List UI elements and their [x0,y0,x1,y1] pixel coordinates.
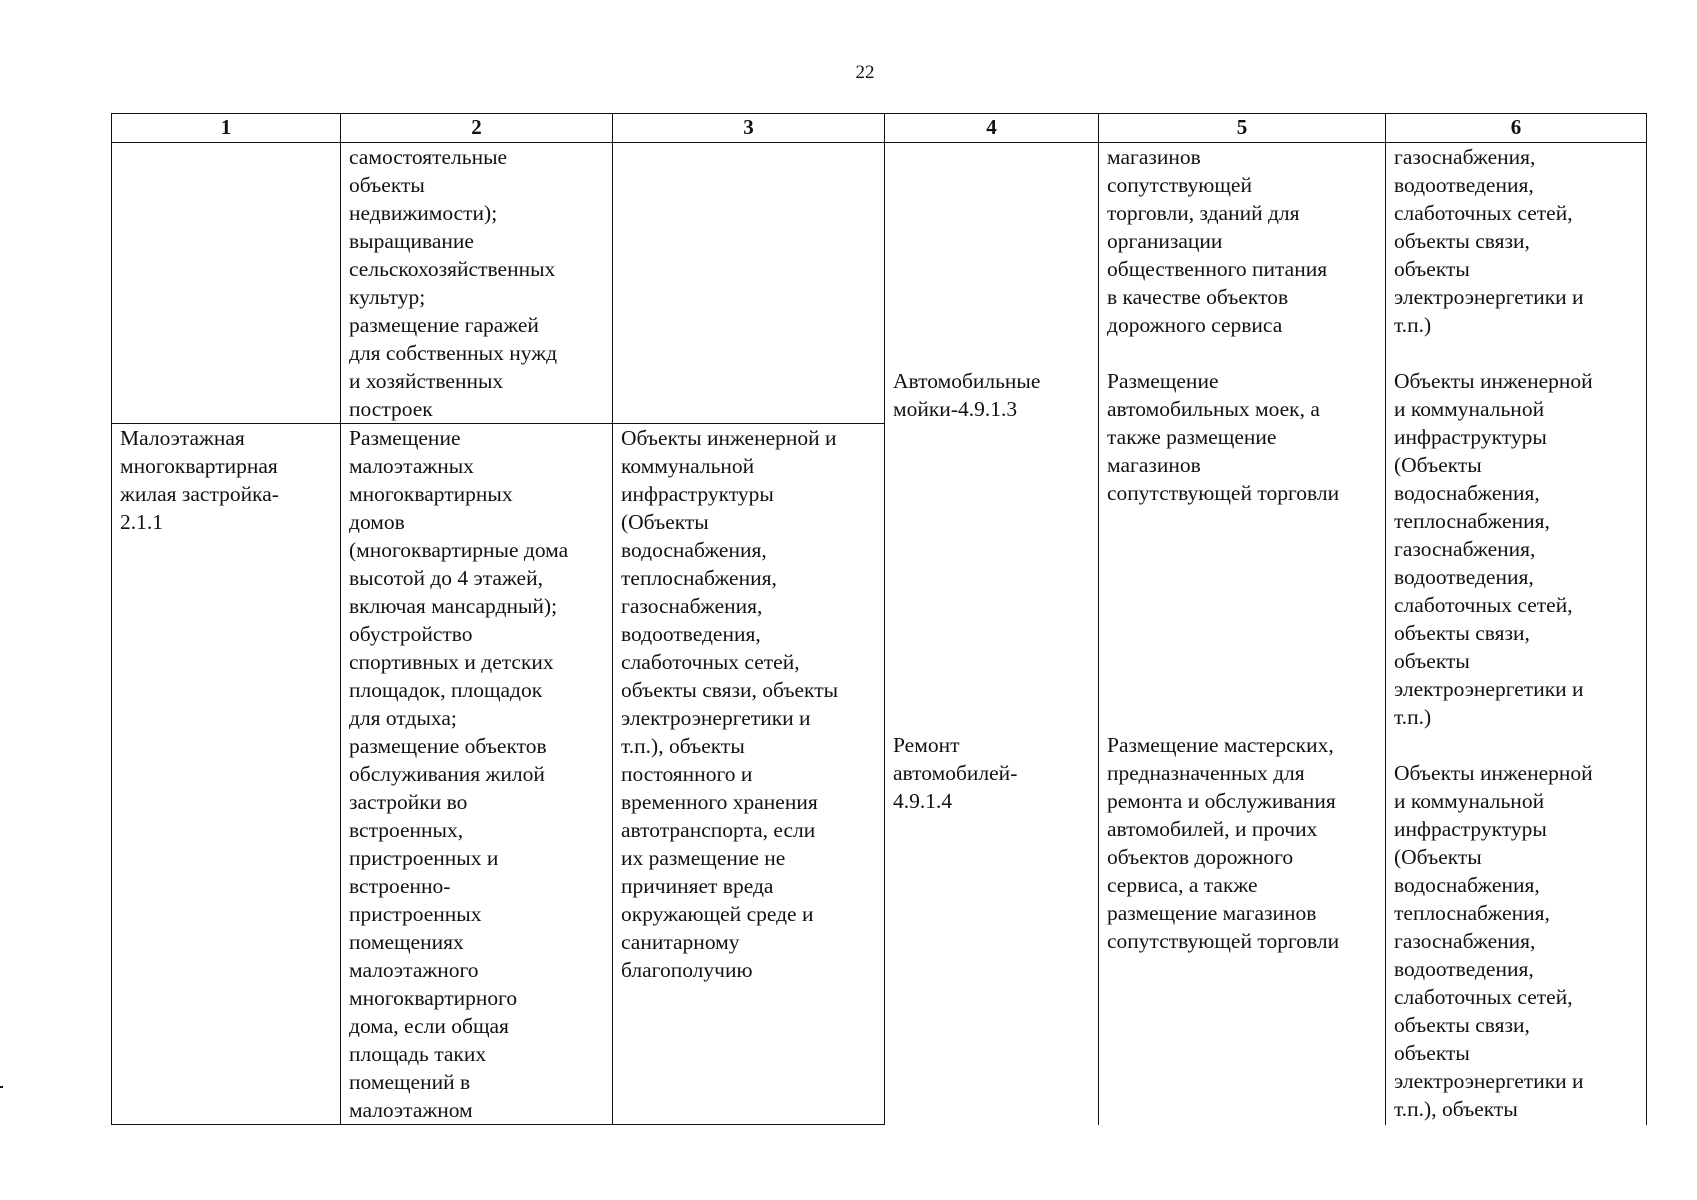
main-use-description: Размещение малоэтажных многоквартирных домов (многоквартирные дома высотой до 4 этажей, включая мансардный); обустройство спортивных и детских площадок, площадок для отдыха; размещение объектов обслуживания жилой застройки во встроенных, пристроенных и встроенно- пристроенных помещениях малоэтажного многоквартирного дома, если общая площадь таких помещений в малоэтажном [349,426,569,1122]
table-cell [613,143,885,424]
land-use-type-name: Малоэтажная многоквартирная жилая застройка- 2.1.1 [120,426,279,534]
main-use-continuation: самостоятельные объекты недвижимости); выращивание сельскохозяйственных культур; размещение гаражей для собственных нужд и хозяйственных построек [349,145,558,421]
aux-use-description: Объекты инженерной и коммунальной инфраструктуры (Объекты водоснабжения, теплоснабжения, газоснабжения, водоотведения, слаботочных сетей, объекты связи, объекты электроэнергетики и т.п.) [1394,369,1593,729]
aux-use-continuation: газоснабжения, водоотведения, слаботочных сетей, объекты связи, объекты электроэнергетики и т.п.) [1394,145,1584,337]
column-header: 3 [613,114,885,143]
aux-use-description: Объекты инженерной и коммунальной инфраструктуры (Объекты водоснабжения, теплоснабжения, газоснабжения, водоотведения, слаботочных сетей, объекты связи, объекты электроэнергетики и т.п.), объекты [1394,761,1593,1121]
column-header: 2 [341,114,613,143]
conditional-use-name: Автомобильные мойки-4.9.1.3 [893,369,1041,421]
table-cell [613,424,885,1125]
table-cell [1386,143,1647,1125]
column-header: 5 [1099,114,1386,143]
table-row [112,143,1647,424]
table-cell [341,424,613,1125]
table-cell [1099,143,1386,1125]
table-header-row [112,114,1647,143]
column-header: 4 [885,114,1099,143]
conditional-use-name: Ремонт автомобилей- 4.9.1.4 [893,733,1018,813]
column-header: 1 [112,114,341,143]
table-cell [112,424,341,1125]
column-header: 6 [1386,114,1647,143]
table-cell [112,143,341,424]
conditional-use-continuation: магазинов сопутствующей торговли, зданий для организации общественного питания в качестве объектов дорожного сервиса [1107,145,1328,337]
scan-edge-mark [0,1086,3,1088]
table-cell [885,143,1099,1125]
auxiliary-use-description: Объекты инженерной и коммунальной инфраструктуры (Объекты водоснабжения, теплоснабжения, газоснабжения, водоотведения, слаботочных сетей, объекты связи, объекты электроэнергетики и т.п.), объекты постоянного и временного хранения автотранспорта, если их размещение не причиняет вреда окружающей среде и санитарному благополучию [621,426,839,982]
page-number: 22 [855,62,875,83]
conditional-use-description: Размещение автомобильных моек, а также размещение магазинов сопутствующей торговли [1107,369,1340,505]
table-cell [341,143,613,424]
land-use-table [111,113,1647,1125]
conditional-use-description: Размещение мастерских, предназначенных для ремонта и обслуживания автомобилей, и прочих объектов дорожного сервиса, а также размещение магазинов сопутствующей торговли [1107,733,1340,953]
